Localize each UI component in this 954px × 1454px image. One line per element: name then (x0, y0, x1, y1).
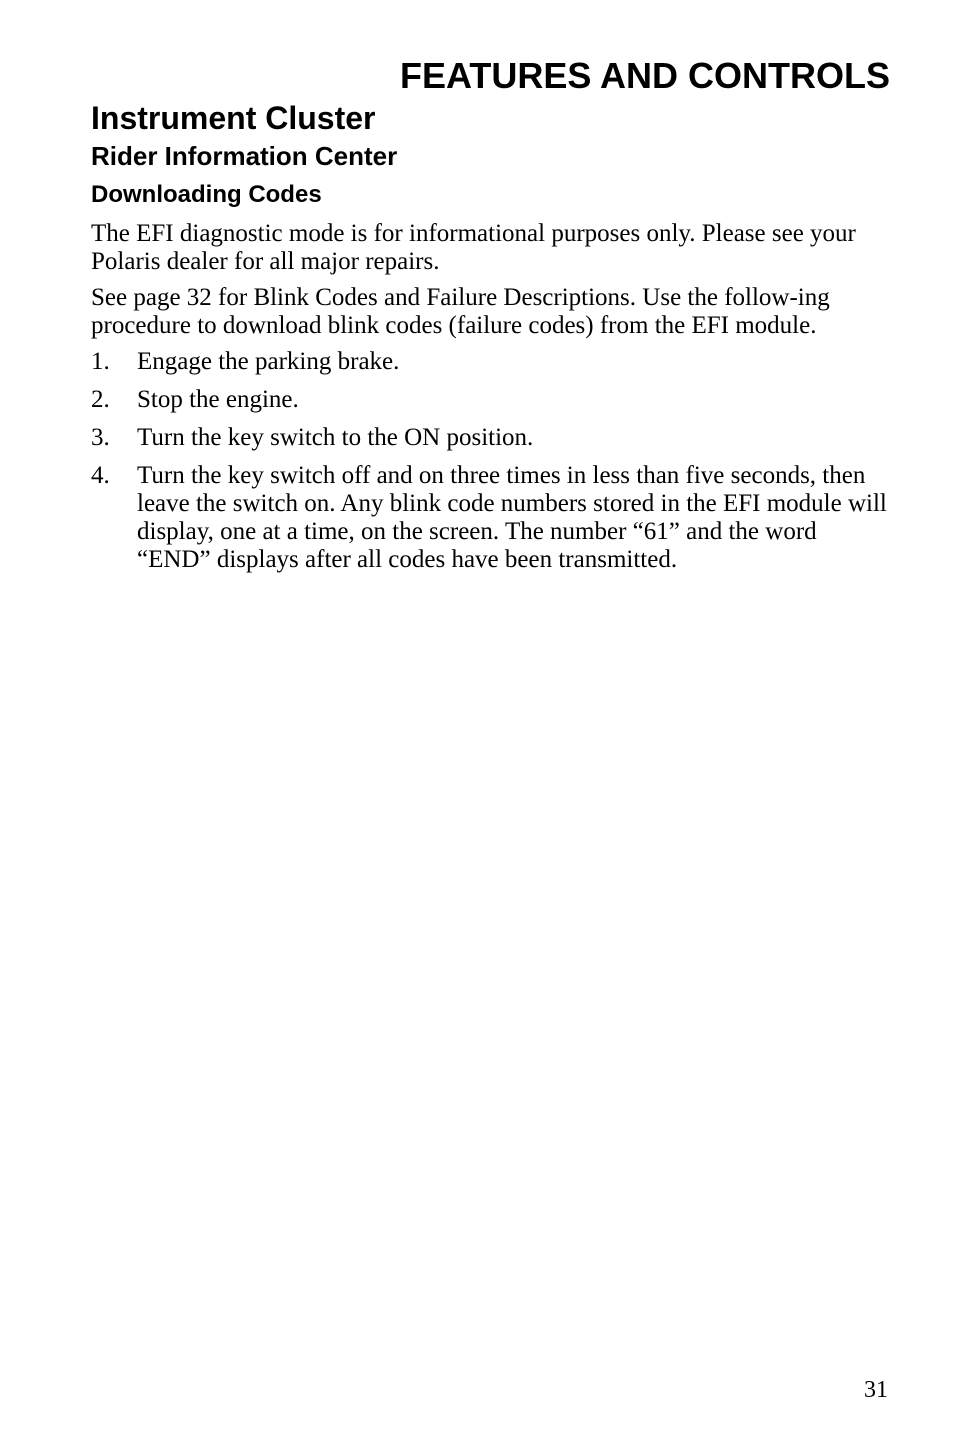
step-number: 3. (91, 424, 110, 451)
section-heading: Downloading Codes (91, 181, 322, 208)
step-text: Turn the key switch to the ON position. (137, 424, 534, 451)
step-text: Stop the engine. (137, 386, 299, 413)
step-text: Engage the parking brake. (137, 348, 400, 375)
list-item (91, 348, 891, 376)
step-number: 2. (91, 386, 110, 413)
list-item (91, 462, 891, 574)
page-title: Instrument Cluster (91, 100, 376, 136)
step-number: 4. (91, 462, 110, 489)
page-number: 31 (864, 1377, 888, 1403)
section-header: FEATURES AND CONTROLS (400, 55, 890, 96)
paragraph-disclaimer: The EFI diagnostic mode is for informational purposes only. Please see your Polaris dealer for all major repairs. (91, 220, 856, 275)
paragraph-procedure-intro: See page 32 for Blink Codes and Failure Descriptions. Use the follow-ing procedure to download blink codes (failure codes) from the EFI module. (91, 284, 830, 339)
list-item (91, 386, 891, 414)
procedure-steps (91, 348, 891, 574)
page-subtitle: Rider Information Center (91, 141, 398, 171)
step-number: 1. (91, 348, 110, 375)
page-content (91, 98, 891, 584)
step-text: Turn the key switch off and on three times in less than five seconds, then leave the switch on. Any blink code numbers stored in the EFI module will display, one at a time, on the screen. The number “61” and the word “END” displays after all codes have been transmitted. (137, 462, 887, 573)
list-item (91, 424, 891, 452)
